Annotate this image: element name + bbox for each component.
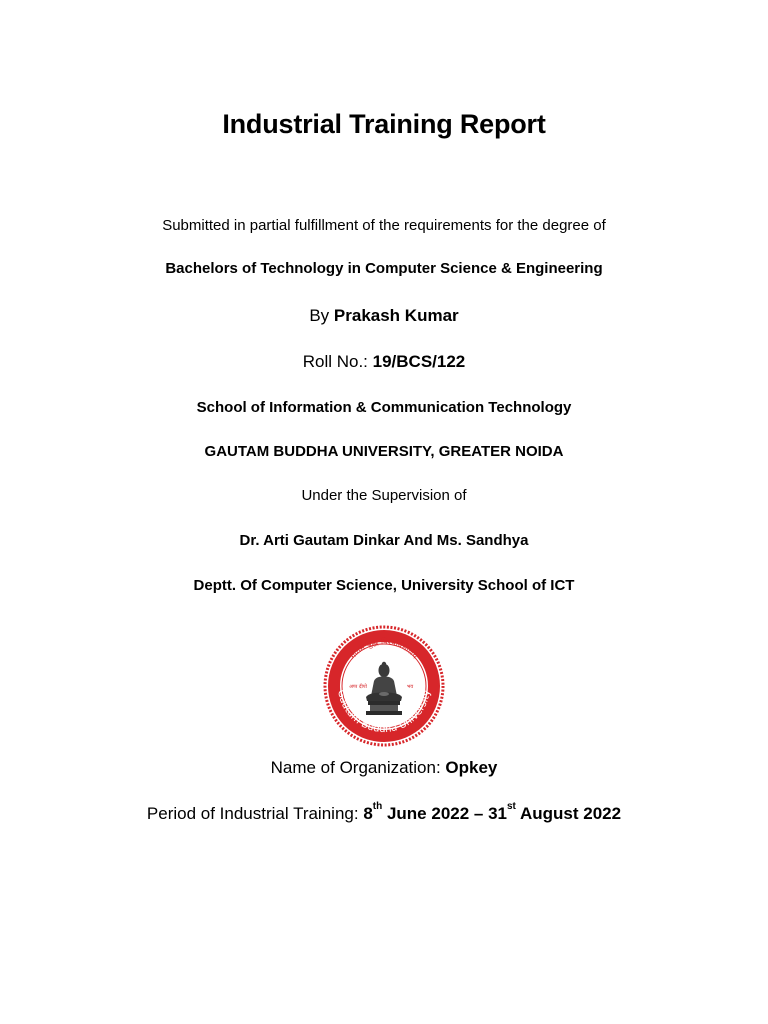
training-period-line [0, 801, 768, 823]
seal-right-motto: भव [406, 684, 414, 690]
period-label: Period of Industrial Training: [146, 804, 364, 823]
roll-value: 19/BCS/122 [372, 352, 466, 371]
university-name: GAUTAM BUDDHA UNIVERSITY, GREATER NOIDA [204, 443, 564, 460]
university-seal-logo [322, 624, 446, 748]
school-name: School of Information & Communication Technology [196, 399, 572, 416]
seal-english-name: Gautam Buddha University [335, 689, 433, 736]
period-start-suffix: th [372, 801, 383, 812]
author-line [0, 307, 768, 324]
degree-name: Bachelors of Technology in Computer Science & Engineering [165, 260, 603, 277]
period-start-day: 8 [363, 804, 373, 823]
supervision-label: Under the Supervision of [301, 487, 467, 504]
period-start-rest: June 2022 – [382, 804, 489, 823]
period-end-suffix: st [507, 801, 516, 812]
submission-statement: Submitted in partial fulfillment of the requirements for the degree of [162, 217, 606, 234]
roll-number-line [0, 353, 768, 370]
roll-label: Roll No.: [302, 352, 373, 371]
supervisor-names: Dr. Arti Gautam Dinkar And Ms. Sandhya [239, 532, 529, 549]
period-end-day: 31 [488, 804, 507, 823]
organization-value: Opkey [445, 758, 498, 777]
period-end-rest: August 2022 [515, 804, 622, 823]
organization-line [0, 759, 768, 776]
report-title: Industrial Training Report [222, 109, 546, 139]
author-name: Prakash Kumar [333, 306, 459, 325]
author-prefix: By [309, 306, 334, 325]
department-name: Deptt. Of Computer Science, University School of ICT [193, 577, 575, 594]
organization-label: Name of Organization: [270, 758, 446, 777]
seal-hindi-name: गौतम बुद्ध विश्वविद्यालय [348, 636, 420, 661]
seal-left-motto: अप्प दीपो [349, 684, 367, 690]
